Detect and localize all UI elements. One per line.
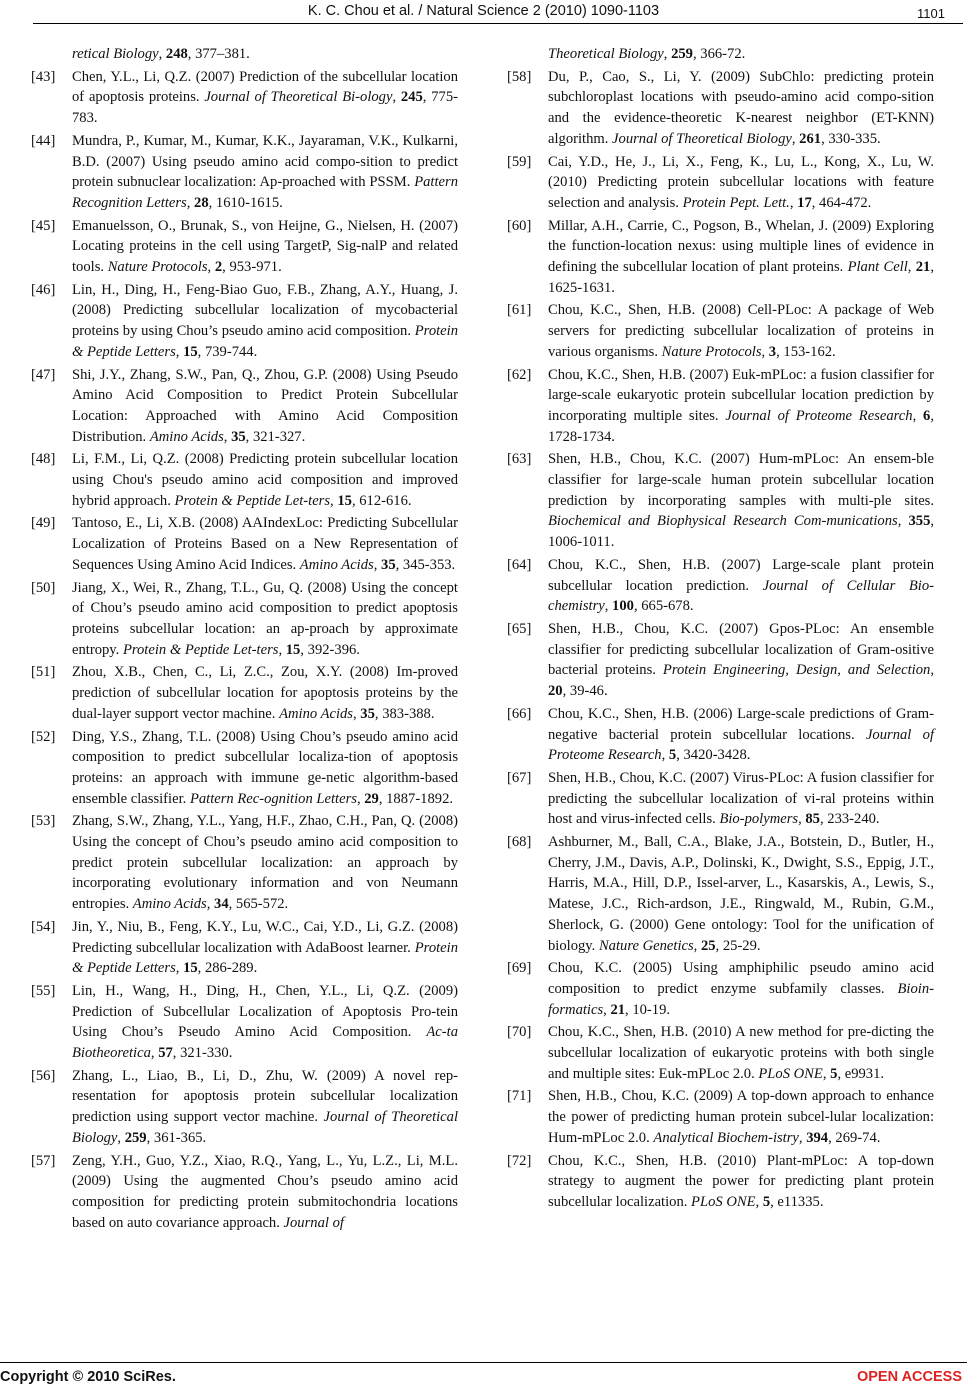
reference-text: , bbox=[206, 896, 215, 913]
reference-number: [67] bbox=[507, 769, 532, 786]
reference-text: Chou, K.C. (2005) Using amphiphilic pseudo amino acid composition to predict enzyme subfamily classes. bbox=[548, 960, 934, 997]
reference-text: Lin, H., Ding, H., Feng-Biao Guo, F.B., Zhang, A.Y., Huang, J. (2008) Predicting subcellular localization of mycobacterial proteins by using Chou’s pseudo amino acid composition. bbox=[72, 281, 458, 340]
reference-text: , 153-162. bbox=[776, 343, 836, 360]
reference-number: [64] bbox=[507, 556, 532, 573]
volume-number: 261 bbox=[799, 130, 822, 147]
reference-number: [48] bbox=[31, 451, 56, 468]
volume-number: 100 bbox=[612, 598, 634, 615]
reference-number: [53] bbox=[31, 813, 56, 830]
reference-entry bbox=[31, 1066, 458, 1149]
reference-text: , 1625-1631. bbox=[548, 259, 934, 296]
reference-entry bbox=[507, 449, 934, 553]
reference-number: [57] bbox=[31, 1152, 56, 1169]
reference-entry bbox=[31, 578, 458, 661]
volume-number: 21 bbox=[610, 1001, 626, 1018]
journal-title: Journal of Proteome Research bbox=[725, 407, 913, 424]
reference-number: [44] bbox=[31, 132, 56, 149]
page-number: 1101 bbox=[917, 6, 945, 21]
reference-entry bbox=[507, 832, 934, 956]
reference-text: Du, P., Cao, S., Li, Y. (2009) SubChlo: predicting protein subchloroplast locations with pseudo-amino acid compo-sition and the evidence-theoretic K-nearest neighbor (ET-KNN) algorithm. bbox=[548, 68, 934, 147]
volume-number: 35 bbox=[381, 556, 396, 573]
reference-number: [43] bbox=[31, 68, 56, 85]
volume-number: 21 bbox=[915, 259, 931, 276]
volume-number: 248 bbox=[165, 46, 188, 62]
reference-entry bbox=[31, 513, 458, 575]
journal-title: Journal of bbox=[283, 1214, 344, 1231]
reference-text: , bbox=[150, 1045, 159, 1062]
reference-text: , 739-744. bbox=[197, 343, 258, 360]
reference-text: Zeng, Y.H., Guo, Y.Z., Xiao, R.Q., Yang, L., Yu, L.Z., Li, M.L. (2009) Using the augmented Chou’s pseudo amino acid composition for predicting protein submitochondria locations based on auto covariance approach. bbox=[72, 1152, 458, 1231]
reference-number: [70] bbox=[507, 1024, 532, 1041]
journal-title: Ac-ta Biotheoretica bbox=[72, 1024, 458, 1062]
volume-number: 20 bbox=[548, 683, 563, 700]
reference-entry bbox=[507, 555, 934, 617]
reference-number: [54] bbox=[31, 918, 56, 935]
reference-entry bbox=[31, 131, 458, 214]
reference-entry bbox=[31, 811, 458, 915]
journal-title: Nature Genetics bbox=[598, 937, 694, 954]
reference-continuation bbox=[507, 44, 934, 65]
reference-text: , bbox=[789, 194, 798, 211]
reference-text: Jin, Y., Niu, B., Feng, K.Y., Lu, W.C., Cai, Y.D., Li, G.Z. (2008) Predicting subcellular localization with AdaBoost learner. bbox=[72, 918, 458, 956]
journal-title: retical Biology bbox=[72, 46, 159, 62]
references-left-column bbox=[31, 44, 458, 1235]
references-right-column bbox=[507, 44, 934, 1215]
journal-title: Journal of Cellular Bio-chemistry bbox=[548, 577, 934, 615]
reference-text: , bbox=[798, 1129, 807, 1146]
reference-text: , bbox=[661, 747, 669, 764]
volume-number: 29 bbox=[364, 790, 379, 807]
reference-entry bbox=[31, 662, 458, 724]
reference-entry bbox=[31, 727, 458, 810]
reference-text: Shen, H.B., Chou, K.C. (2007) Virus-PLoc: A fusion classifier for predicting the subcellular localization of vi-ral proteins within host and virus-infected cells. bbox=[548, 769, 934, 828]
journal-title: Protein & Peptide Let-ters bbox=[122, 641, 279, 658]
reference-text: , e11335. bbox=[770, 1193, 824, 1210]
reference-number: [69] bbox=[507, 960, 532, 977]
volume-number: 35 bbox=[360, 705, 375, 722]
reference-text: , bbox=[603, 1001, 611, 1018]
reference-text: , 775-783. bbox=[72, 89, 458, 127]
reference-text: Emanuelsson, O., Brunak, S., von Heijne, G., Nielsen, H. (2007) Locating proteins in the cell using TargetP, Sig-nalP and related tools. bbox=[72, 217, 458, 276]
reference-text: , 321-330. bbox=[172, 1045, 233, 1062]
reference-text: , 286-289. bbox=[197, 960, 258, 977]
journal-title: Plant Cell bbox=[847, 259, 908, 276]
volume-number: 259 bbox=[124, 1129, 147, 1146]
reference-text: , bbox=[755, 1193, 763, 1210]
reference-text: , bbox=[117, 1129, 125, 1146]
volume-number: 25 bbox=[700, 937, 716, 954]
reference-text: , 330-335. bbox=[821, 130, 881, 147]
reference-text: , bbox=[223, 428, 232, 445]
reference-entry bbox=[507, 958, 934, 1020]
reference-text: Chou, K.C., Shen, H.B. (2010) Plant-mPLoc: A top-down strategy to augment the power for predicting plant protein subcellular localization. bbox=[548, 1152, 934, 1210]
reference-text: Li, F.M., Li, Q.Z. (2008) Predicting protein subcellular location using Chou's pseudo amino acid composition and improved hybrid approach. bbox=[72, 451, 458, 509]
reference-text: , bbox=[693, 937, 701, 954]
volume-number: 3 bbox=[768, 343, 777, 360]
reference-entry bbox=[507, 768, 934, 830]
journal-title: Amino Acids bbox=[299, 556, 374, 573]
reference-number: [65] bbox=[507, 620, 532, 637]
reference-text: , bbox=[912, 407, 924, 424]
reference-number: [58] bbox=[507, 68, 532, 85]
reference-text: Zhou, X.B., Chen, C., Li, Z.C., Zou, X.Y. (2008) Im-proved prediction of subcellular location for apoptosis proteins by the dual-layer support vector machine. bbox=[72, 664, 458, 722]
reference-text: , 39-46. bbox=[562, 683, 608, 700]
volume-number: 6 bbox=[923, 407, 931, 424]
reference-text: , 383-388. bbox=[374, 705, 435, 722]
reference-entry bbox=[31, 981, 458, 1064]
reference-text: Chou, K.C., Shen, H.B. (2007) Large-scale plant protein subcellular location prediction. bbox=[548, 556, 934, 594]
reference-number: [60] bbox=[507, 217, 532, 234]
reference-continuation bbox=[31, 44, 458, 65]
reference-number: [55] bbox=[31, 982, 56, 999]
journal-title: Pattern Recognition Letters bbox=[72, 174, 458, 211]
reference-text: , 565-572. bbox=[228, 896, 289, 913]
journal-title: Analytical Biochem-istry bbox=[653, 1129, 799, 1146]
volume-number: 5 bbox=[830, 1065, 838, 1082]
reference-text: Lin, H., Wang, H., Ding, H., Chen, Y.L., Li, Q.Z. (2009) Prediction of Subcellular Localization of Apoptosis Pro-tein Using Chou’s Pseudo Amino Acid Composition. bbox=[72, 982, 458, 1041]
reference-number: [51] bbox=[31, 664, 56, 681]
reference-text: , bbox=[353, 705, 361, 722]
reference-text: , 345-353. bbox=[395, 556, 456, 573]
reference-text: , bbox=[761, 343, 769, 360]
reference-number: [49] bbox=[31, 515, 56, 532]
reference-text: Chen, Y.L., Li, Q.Z. (2007) Prediction of the subcellular location of apoptosis proteins. bbox=[72, 68, 458, 106]
reference-text: Shen, H.B., Chou, K.C. (2009) A top-down approach to enhance the power of predicting human protein subcel-lular localization: Hum-mPLoc 2.0. bbox=[548, 1088, 934, 1146]
journal-title: Bio-polymers bbox=[719, 811, 799, 828]
footer-copyright: Copyright © 2010 SciRes. bbox=[0, 1369, 176, 1385]
reference-entry bbox=[31, 365, 458, 448]
reference-text: , 269-74. bbox=[828, 1129, 881, 1146]
reference-text: Millar, A.H., Carrie, C., Pogson, B., Whelan, J. (2009) Exploring the function-location nexus: using multiple lines of evidence in defining the subcellular location of plant proteins. bbox=[548, 217, 934, 276]
footer-divider bbox=[0, 1362, 967, 1363]
running-header: K. C. Chou et al. / Natural Science 2 (2010) 1090-1103 bbox=[307, 3, 660, 19]
journal-title: Nature Protocols bbox=[107, 259, 208, 276]
reference-number: [61] bbox=[507, 302, 532, 319]
volume-number: 355 bbox=[908, 513, 931, 530]
journal-title: Journal of Theoretical Biology bbox=[72, 1109, 459, 1146]
volume-number: 15 bbox=[285, 641, 301, 658]
reference-text: , bbox=[175, 343, 184, 360]
reference-text: , 1610-1615. bbox=[208, 194, 283, 211]
journal-title: Amino Acids bbox=[149, 428, 224, 445]
journal-title: Amino Acids bbox=[279, 705, 353, 722]
reference-text: , 612-616. bbox=[351, 492, 412, 509]
reference-text: , 233-240. bbox=[819, 811, 880, 828]
reference-entry bbox=[31, 280, 458, 363]
volume-number: 245 bbox=[400, 89, 423, 106]
volume-number: 5 bbox=[668, 747, 677, 764]
reference-text: , 953-971. bbox=[222, 259, 282, 276]
volume-number: 394 bbox=[806, 1129, 829, 1146]
volume-number: 57 bbox=[158, 1045, 173, 1062]
reference-text: Zhang, S.W., Zhang, Y.L., Yang, H.F., Zhao, C.H., Pan, Q. (2008) Using the concept of Chou’s pseudo amino acid composition to predict protein subcellular localization: an approach by incorporating evolutionary information and von Neumann entropies. bbox=[72, 813, 458, 913]
volume-number: 35 bbox=[231, 428, 246, 445]
journal-title: Biochemical and Biophysical Research Com-munications bbox=[548, 513, 898, 530]
reference-text: , bbox=[373, 556, 382, 573]
reference-text: , 377–381. bbox=[187, 46, 250, 62]
reference-text: Mundra, P., Kumar, M., Kumar, K.K., Jayaraman, V.K., Kulkarni, B.D. (2007) Using pseudo amino acid compo-sition to predict protein subnuclear localization: Ap-proached with PSSM. bbox=[72, 132, 458, 191]
reference-text: , bbox=[791, 130, 800, 147]
reference-text: , bbox=[663, 46, 672, 62]
reference-text: , bbox=[907, 259, 916, 276]
volume-number: 34 bbox=[214, 896, 229, 913]
journal-title: Pattern Rec-ognition Letters bbox=[189, 790, 357, 807]
reference-text: Chou, K.C., Shen, H.B. (2007) Euk-mPLoc: a fusion classifier for large-scale eukaryotic protein subcellular location prediction by incorporating multiple sites. bbox=[548, 366, 934, 424]
volume-number: 15 bbox=[337, 492, 352, 509]
reference-number: [46] bbox=[31, 281, 56, 298]
reference-text: , bbox=[604, 598, 613, 615]
journal-title: Protein Pept. Lett. bbox=[682, 194, 790, 211]
reference-entry bbox=[31, 67, 458, 129]
reference-text: , e9931. bbox=[837, 1065, 885, 1082]
reference-entry bbox=[31, 917, 458, 979]
volume-number: 85 bbox=[805, 811, 820, 828]
reference-number: [45] bbox=[31, 217, 56, 234]
reference-entry bbox=[31, 216, 458, 278]
journal-title: PLoS ONE bbox=[691, 1193, 756, 1210]
reference-text: , bbox=[897, 513, 909, 530]
volume-number: 15 bbox=[183, 343, 198, 360]
reference-entry bbox=[507, 619, 934, 702]
journal-title: Protein & Peptide Letters bbox=[72, 323, 458, 360]
reference-number: [72] bbox=[507, 1152, 532, 1169]
journal-title: Journal of Theoretical Bi-ology bbox=[204, 89, 393, 106]
volume-number: 28 bbox=[194, 194, 209, 211]
journal-title: Protein & Peptide Letters bbox=[72, 939, 458, 977]
reference-number: [66] bbox=[507, 705, 532, 722]
reference-number: [50] bbox=[31, 579, 56, 596]
reference-entry bbox=[31, 449, 458, 511]
reference-entry bbox=[507, 300, 934, 362]
journal-title: Bioin-formatics bbox=[548, 980, 934, 1018]
reference-text: Shi, J.Y., Zhang, S.W., Pan, Q., Zhou, G.P. (2008) Using Pseudo Amino Acid Composition to Predict Protein Subcellular Location: Approached with Amino Acid Composition Distribution. bbox=[72, 366, 458, 445]
reference-number: [71] bbox=[507, 1088, 532, 1105]
reference-entry bbox=[507, 67, 934, 150]
reference-text: , 321-327. bbox=[245, 428, 306, 445]
journal-title: Protein & Peptide Let-ters bbox=[174, 492, 331, 509]
reference-text: Tantoso, E., Li, X.B. (2008) AAIndexLoc: Predicting Subcellular Localization of Proteins Based on a New Representation of Sequences Using Amino Acid Indices. bbox=[72, 515, 458, 573]
reference-text: , 366-72. bbox=[692, 46, 746, 62]
journal-title: PLoS ONE bbox=[758, 1065, 823, 1082]
reference-text: , bbox=[356, 790, 365, 807]
reference-text: , bbox=[330, 492, 338, 509]
reference-number: [47] bbox=[31, 366, 56, 383]
reference-text: , bbox=[175, 960, 184, 977]
reference-text: Chou, K.C., Shen, H.B. (2008) Cell-PLoc: A package of Web servers for predicting subcellular localization of proteins in various organisms. bbox=[548, 302, 934, 360]
reference-entry bbox=[507, 216, 934, 299]
reference-entry bbox=[507, 704, 934, 766]
reference-entry bbox=[31, 1151, 458, 1234]
volume-number: 5 bbox=[762, 1193, 771, 1210]
reference-number: [68] bbox=[507, 834, 532, 851]
reference-entry bbox=[507, 1086, 934, 1148]
footer-open-access[interactable]: OPEN ACCESS bbox=[856, 1369, 962, 1385]
reference-text: , 1887-1892. bbox=[378, 790, 454, 807]
reference-text: , bbox=[278, 641, 286, 658]
reference-text: , 25-29. bbox=[715, 937, 761, 954]
journal-title: Protein Engineering, Design, and Selection bbox=[662, 662, 931, 679]
reference-text: , 361-365. bbox=[146, 1129, 207, 1146]
reference-text: Ashburner, M., Ball, C.A., Blake, J.A., Botstein, D., Butler, H., Cherry, J.M., Davis, A.P., Dolinski, K., Dwight, S.S., Eppig, J.T., Harris, M.A., Hill, D.P., Issel-arver, L., Kasarskis, A., Lewis, S., Matese, J.C., Rich-ardson, J.E., Ringwald, M., Rubin, G.M., Sherlock, G. (2000) Gene ontology: Tool for the unification of biology. bbox=[548, 834, 934, 954]
reference-text: , bbox=[822, 1065, 831, 1082]
reference-text: Shen, H.B., Chou, K.C. (2007) Hum-mPLoc: An ensem-ble classifier for large-scale human protein subcellular location prediction by incorporating samples with multi-ple sites. bbox=[548, 451, 934, 509]
volume-number: 17 bbox=[797, 194, 812, 211]
reference-text: , bbox=[798, 811, 806, 828]
reference-text: , bbox=[207, 259, 215, 276]
reference-text: , bbox=[930, 662, 934, 679]
reference-number: [59] bbox=[507, 153, 532, 170]
journal-title: Nature Protocols bbox=[661, 343, 762, 360]
journal-title: Journal of Theoretical Biology bbox=[612, 130, 792, 147]
reference-entry bbox=[507, 365, 934, 448]
volume-number: 259 bbox=[671, 46, 693, 62]
journal-title: Theoretical Biology bbox=[548, 46, 664, 62]
reference-number: [62] bbox=[507, 366, 532, 383]
reference-number: [52] bbox=[31, 728, 56, 745]
reference-text: Chou, K.C., Shen, H.B. (2006) Large-scale predictions of Gram-negative bacterial protein subcellular locations. bbox=[548, 705, 934, 743]
reference-text: , 464-472. bbox=[811, 194, 872, 211]
reference-text: Chou, K.C., Shen, H.B. (2010) A new method for pre-dicting the subcellular localization of eukaryotic proteins with both single and multiple sites: Euk-mPLoc 2.0. bbox=[548, 1024, 934, 1082]
reference-entry bbox=[507, 152, 934, 214]
journal-title: Amino Acids bbox=[132, 896, 207, 913]
reference-text: Jiang, X., Wei, R., Zhang, T.L., Gu, Q. (2008) Using the concept of Chou’s pseudo amino acid composition to predict apoptosis proteins subcellular location: an ap-proach by approximate entropy. bbox=[72, 579, 458, 658]
reference-text: Cai, Y.D., He, J., Li, X., Feng, K., Lu, L., Kong, X., Lu, W. (2010) Predicting protein subcellular locations with feature selection and analysis. bbox=[548, 153, 934, 211]
volume-number: 2 bbox=[214, 259, 223, 276]
reference-entry bbox=[507, 1151, 934, 1213]
journal-title: Journal of Proteome Research bbox=[548, 726, 935, 764]
volume-number: 15 bbox=[183, 960, 198, 977]
header-divider bbox=[33, 23, 963, 24]
reference-text: Ding, Y.S., Zhang, T.L. (2008) Using Chou’s pseudo amino acid composition to predict subcellular localiza-tion of apoptosis proteins: an approach with immune ge-netic algorithm-based ensemble classifier. bbox=[72, 728, 458, 807]
reference-text: Zhang, L., Liao, B., Li, D., Zhu, W. (2009) A novel rep-resentation for apoptosis protein subcellular localization prediction using support vector machine. bbox=[72, 1067, 458, 1126]
reference-entry bbox=[507, 1022, 934, 1084]
reference-number: [56] bbox=[31, 1067, 56, 1084]
reference-text: , 1006-1011. bbox=[548, 513, 935, 551]
reference-text: Shen, H.B., Chou, K.C. (2007) Gpos-PLoc: An ensemble classifier for predicting subcellular localization of Gram-ositive bacterial proteins. bbox=[548, 620, 934, 679]
reference-text: , bbox=[186, 194, 195, 211]
reference-text: , bbox=[392, 89, 401, 106]
reference-number: [63] bbox=[507, 451, 532, 468]
reference-text: , 10-19. bbox=[625, 1001, 671, 1018]
reference-text: , 665-678. bbox=[633, 598, 694, 615]
reference-text: , 1728-1734. bbox=[548, 407, 934, 445]
reference-text: , 3420-3428. bbox=[676, 747, 751, 764]
reference-text: , 392-396. bbox=[300, 641, 360, 658]
reference-text: , bbox=[158, 46, 166, 62]
